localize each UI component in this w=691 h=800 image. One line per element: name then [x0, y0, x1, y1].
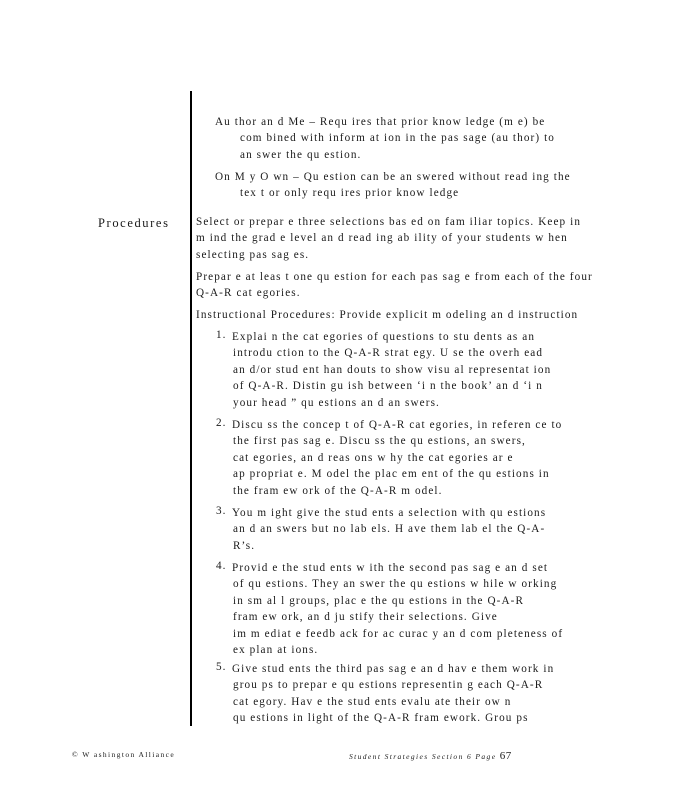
procedures-para2-line-1: Prepar e at leas t one qu estion for each pas sag e from each of the four	[196, 271, 593, 283]
on-my-own-line-1: On M y O wn – Qu estion can be an swered without read ing the	[215, 171, 571, 183]
step-1-number: 1.	[216, 329, 227, 341]
step-5-line: grou ps to prepar e qu estions representin g each Q-A-R	[233, 679, 544, 691]
step-1-line: of Q-A-R. Distin gu ish between ‘i n the book’ an d ‘i n	[233, 380, 543, 392]
footer-section-label: Student Strategies Section 6 Page	[349, 752, 497, 761]
step-4-line: fram ew ork, an d ju stify their selections. Give	[233, 611, 498, 623]
step-5-line: cat egory. Hav e the stud ents evalu ate their ow n	[233, 696, 512, 708]
step-5-number: 5.	[216, 661, 227, 673]
step-1-line: introdu ction to the Q-A-R strat egy. U se the overh ead	[233, 347, 544, 359]
step-4-line: im m ediat e feedb ack for ac curac y an d com pleteness of	[233, 628, 564, 640]
procedures-para1-line-1: Select or prepar e three selections bas ed on fam iliar topics. Keep in	[196, 216, 582, 228]
author-and-me-line-3: an swer the qu estion.	[240, 149, 362, 161]
procedures-para1-line-3: selecting pas sag es.	[196, 249, 310, 261]
on-my-own-line-2: tex t or only requ ires prior know ledge	[240, 187, 460, 199]
step-2-line: the fram ew ork of the Q-A-R m odel.	[233, 485, 443, 497]
footer-section-page	[349, 750, 512, 762]
procedures-para3: Instructional Procedures: Provide explicit m odeling an d instruction	[196, 309, 579, 321]
step-1-line: an d/or stud ent han douts to show visu al representat ion	[233, 364, 552, 376]
footer-copyright: © W ashington Alliance	[72, 750, 176, 759]
step-3-line: You m ight give the stud ents a selection with qu estions	[232, 507, 547, 519]
step-5-line: qu estions in light of the Q-A-R fram ework. Grou ps	[233, 712, 529, 724]
step-3-line: R’s.	[233, 540, 256, 552]
step-3-line: an d an swers but no lab els. H ave them lab el the Q-A-	[233, 523, 546, 535]
step-2-number: 2.	[216, 417, 227, 429]
author-and-me-line-2: com bined with inform at ion in the pas sage (au thor) to	[240, 132, 555, 144]
step-2-line: Discu ss the concep t of Q-A-R cat egories, in referen ce to	[232, 419, 563, 431]
step-4-line: ex plan at ions.	[233, 644, 319, 656]
step-1-line: Explai n the cat egories of questions to stu dents as an	[232, 331, 536, 343]
step-4-number: 4.	[216, 560, 227, 572]
step-2-line: cat egories, an d reas ons w hy the cat egories ar e	[233, 452, 514, 464]
step-2-line: ap propriat e. M odel the plac em ent of the qu estions in	[233, 468, 550, 480]
step-1-line: your head ” qu estions an d an swers.	[233, 397, 440, 409]
procedures-para2-line-2: Q-A-R cat egories.	[196, 287, 301, 299]
section-label: Procedures	[98, 216, 170, 230]
step-4-line: of qu estions. They an swer the qu estions w hile w orking	[233, 578, 558, 590]
author-and-me-line-1: Au thor an d Me – Requ ires that prior know ledge (m e) be	[215, 116, 546, 128]
step-4-line: in sm al l groups, plac e the qu estions in the Q-A-R	[233, 595, 525, 607]
step-3-number: 3.	[216, 505, 227, 517]
procedures-para1-line-2: m ind the grad e level an d read ing ab ility of your students w hen	[196, 232, 568, 244]
step-2-line: the first pas sag e. Discu ss the qu estions, an swers,	[233, 435, 526, 447]
step-4-line: Provid e the stud ents w ith the second pas sag e an d set	[232, 562, 549, 574]
footer-page-number: 67	[499, 750, 512, 762]
vertical-rule	[190, 91, 192, 726]
step-5-line: Give stud ents the third pas sag e an d hav e them work in	[232, 663, 555, 675]
